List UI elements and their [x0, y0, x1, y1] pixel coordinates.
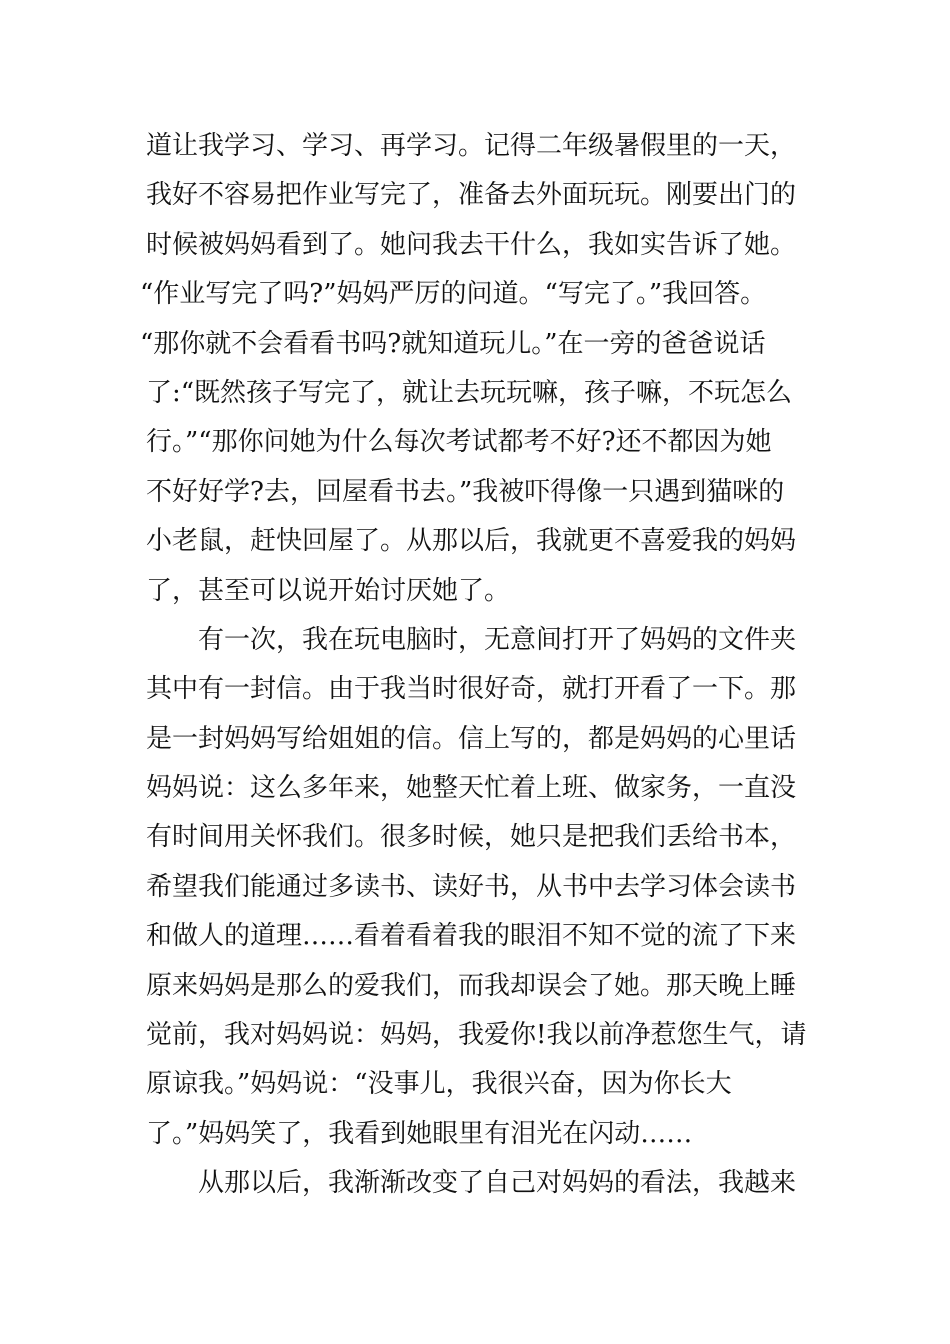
text-line: 有一次，我在玩电脑时，无意间打开了妈妈的文件夹 — [198, 624, 797, 655]
text-line: 妈妈说：这么多年来，她整天忙着上班、做家务，一直没 — [146, 773, 797, 804]
text-line: 是一封妈妈写给姐姐的信。信上写的，都是妈妈的心里话 — [146, 723, 797, 754]
essay-body — [140, 122, 846, 1209]
text-line: 不好好学?去，回屋看书去。”我被吓得像一只遇到猫咪的 — [146, 476, 785, 507]
paragraph-2 — [146, 616, 846, 1159]
text-line: 小老鼠，赶快回屋了。从那以后，我就更不喜爱我的妈妈 — [146, 526, 797, 557]
text-line: 其中有一封信。由于我当时很好奇，就打开看了一下。那 — [146, 674, 797, 705]
text-line: 我好不容易把作业写完了，准备去外面玩玩。刚要出门的 — [146, 180, 797, 211]
text-line: 了。”妈妈笑了，我看到她眼里有泪光在闪动…… — [146, 1118, 693, 1149]
text-line: 了，甚至可以说开始讨厌她了。 — [146, 575, 511, 606]
text-line: 原谅我。”妈妈说：“没事儿，我很兴奋，因为你长大 — [146, 1069, 732, 1100]
text-line: 从那以后，我渐渐改变了自己对妈妈的看法，我越来 — [198, 1168, 797, 1199]
text-line: 了:“既然孩子写完了，就让去玩玩嘛，孩子嘛，不玩怎么 — [146, 377, 793, 408]
text-line: 和做人的道理……看着看着我的眼泪不知不觉的流了下来 — [146, 921, 797, 952]
text-line: 希望我们能通过多读书、读好书，从书中去学习体会读书 — [146, 871, 797, 902]
text-line: 原来妈妈是那么的爱我们，而我却误会了她。那天晚上睡 — [146, 970, 797, 1001]
paragraph-3 — [146, 1159, 846, 1208]
text-line: “作业写完了吗?”妈妈严厉的问道。“写完了。”我回答。 — [140, 279, 767, 310]
text-line: 觉前，我对妈妈说：妈妈，我爱你!我以前净惹您生气，请 — [146, 1020, 807, 1051]
text-line: “那你就不会看看书吗?就知道玩儿。”在一旁的爸爸说话 — [140, 328, 766, 359]
text-line: 时候被妈妈看到了。她问我去干什么，我如实告诉了她。 — [146, 229, 797, 260]
text-line: 行。”“那你问她为什么每次考试都考不好?还不都因为她 — [146, 427, 772, 458]
text-line: 有时间用关怀我们。很多时候，她只是把我们丢给书本， — [146, 822, 797, 853]
text-line: 道让我学习、学习、再学习。记得二年级暑假里的一天， — [146, 131, 797, 161]
paragraph-1 — [140, 122, 846, 616]
